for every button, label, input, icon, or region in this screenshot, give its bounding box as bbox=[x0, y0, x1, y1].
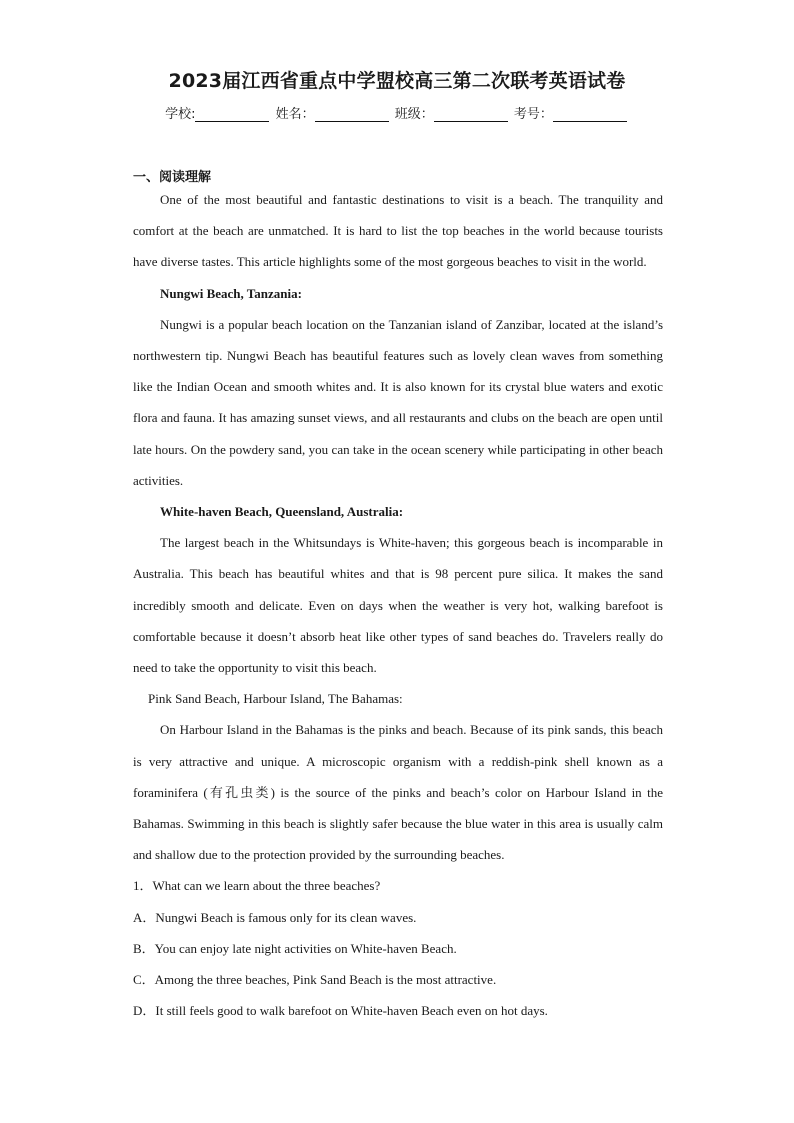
name-blank[interactable] bbox=[315, 109, 389, 122]
exam-number-blank[interactable] bbox=[553, 109, 627, 122]
option-a[interactable]: A．Nungwi Beach is famous only for its clean waves. bbox=[133, 909, 417, 925]
beach-heading-whitehaven: White-haven Beach, Queensland, Australia: bbox=[160, 504, 404, 520]
school-blank[interactable] bbox=[195, 109, 269, 122]
class-blank[interactable] bbox=[434, 109, 508, 122]
school-label: 学校: bbox=[165, 107, 196, 122]
class-label: 班级： bbox=[394, 107, 434, 122]
exam-title: 2023届江西省重点中学盟校高三第二次联考英语试卷 bbox=[168, 70, 626, 92]
option-b[interactable]: B．You can enjoy late night activities on White-haven Beach. bbox=[133, 940, 457, 956]
exam-number-label: 考号： bbox=[513, 107, 553, 122]
section-heading: 一、阅读理解 bbox=[133, 170, 212, 185]
option-d[interactable]: D．It still feels good to walk barefoot on White-haven Beach even on hot days. bbox=[133, 1003, 548, 1019]
reading-passage bbox=[133, 184, 663, 1026]
student-info-line bbox=[0, 103, 794, 122]
beach-text-pinksand: On Harbour Island in the Bahamas is the pinks and beach. Because of its pink sands, this beach is very attractive and unique. A microscopic organism with a reddish-pink shell known as a foraminifera (有孔虫类) is the source of the pinks and beach’s color on Harbour Island in the Bahamas. Swimming in this beach is slightly safer because the blue water in this area is usually calm and shallow due to the protection provided by the surrounding beaches. bbox=[133, 722, 663, 863]
beach-text-nungwi: Nungwi is a popular beach location on the Tanzanian island of Zanzibar, located at the island’s northwestern tip. Nungwi Beach has beautiful features such as lovely clean waves from something like the Indian Ocean and smooth whites and. It is also known for its crystal blue waters and exotic flora and fauna. It has amazing sunset views, and all restaurants and clubs on the beach are open until late hours. On the powdery sand, you can take in the ocean scenery while participating in other beach activities. bbox=[133, 316, 663, 488]
question-stem: 1．What can we learn about the three beaches? bbox=[133, 878, 381, 894]
beach-text-whitehaven: The largest beach in the Whitsundays is White-haven; this gorgeous beach is incomparable in Australia. This beach has beautiful whites and that is 98 percent pure silica. It makes the sand incredibly smooth and delicate. Even on days when the weather is very hot, walking barefoot is comfortable because it doesn’t absorb heat like other types of sand beaches do. Travelers really do need to take the opportunity to visit this beach. bbox=[133, 535, 663, 676]
beach-heading-nungwi: Nungwi Beach, Tanzania: bbox=[160, 285, 302, 301]
passage-intro: One of the most beautiful and fantastic destinations to visit is a beach. The tranquility and comfort at the beach are unmatched. It is hard to list the top beaches in the world because tourists have diverse tastes. This article highlights some of the most gorgeous beaches to visit in the world. bbox=[133, 192, 663, 270]
beach-heading-pinksand: Pink Sand Beach, Harbour Island, The Bahamas: bbox=[148, 691, 403, 707]
option-c[interactable]: C．Among the three beaches, Pink Sand Beach is the most attractive. bbox=[133, 972, 497, 988]
name-label: 姓名： bbox=[275, 107, 315, 122]
